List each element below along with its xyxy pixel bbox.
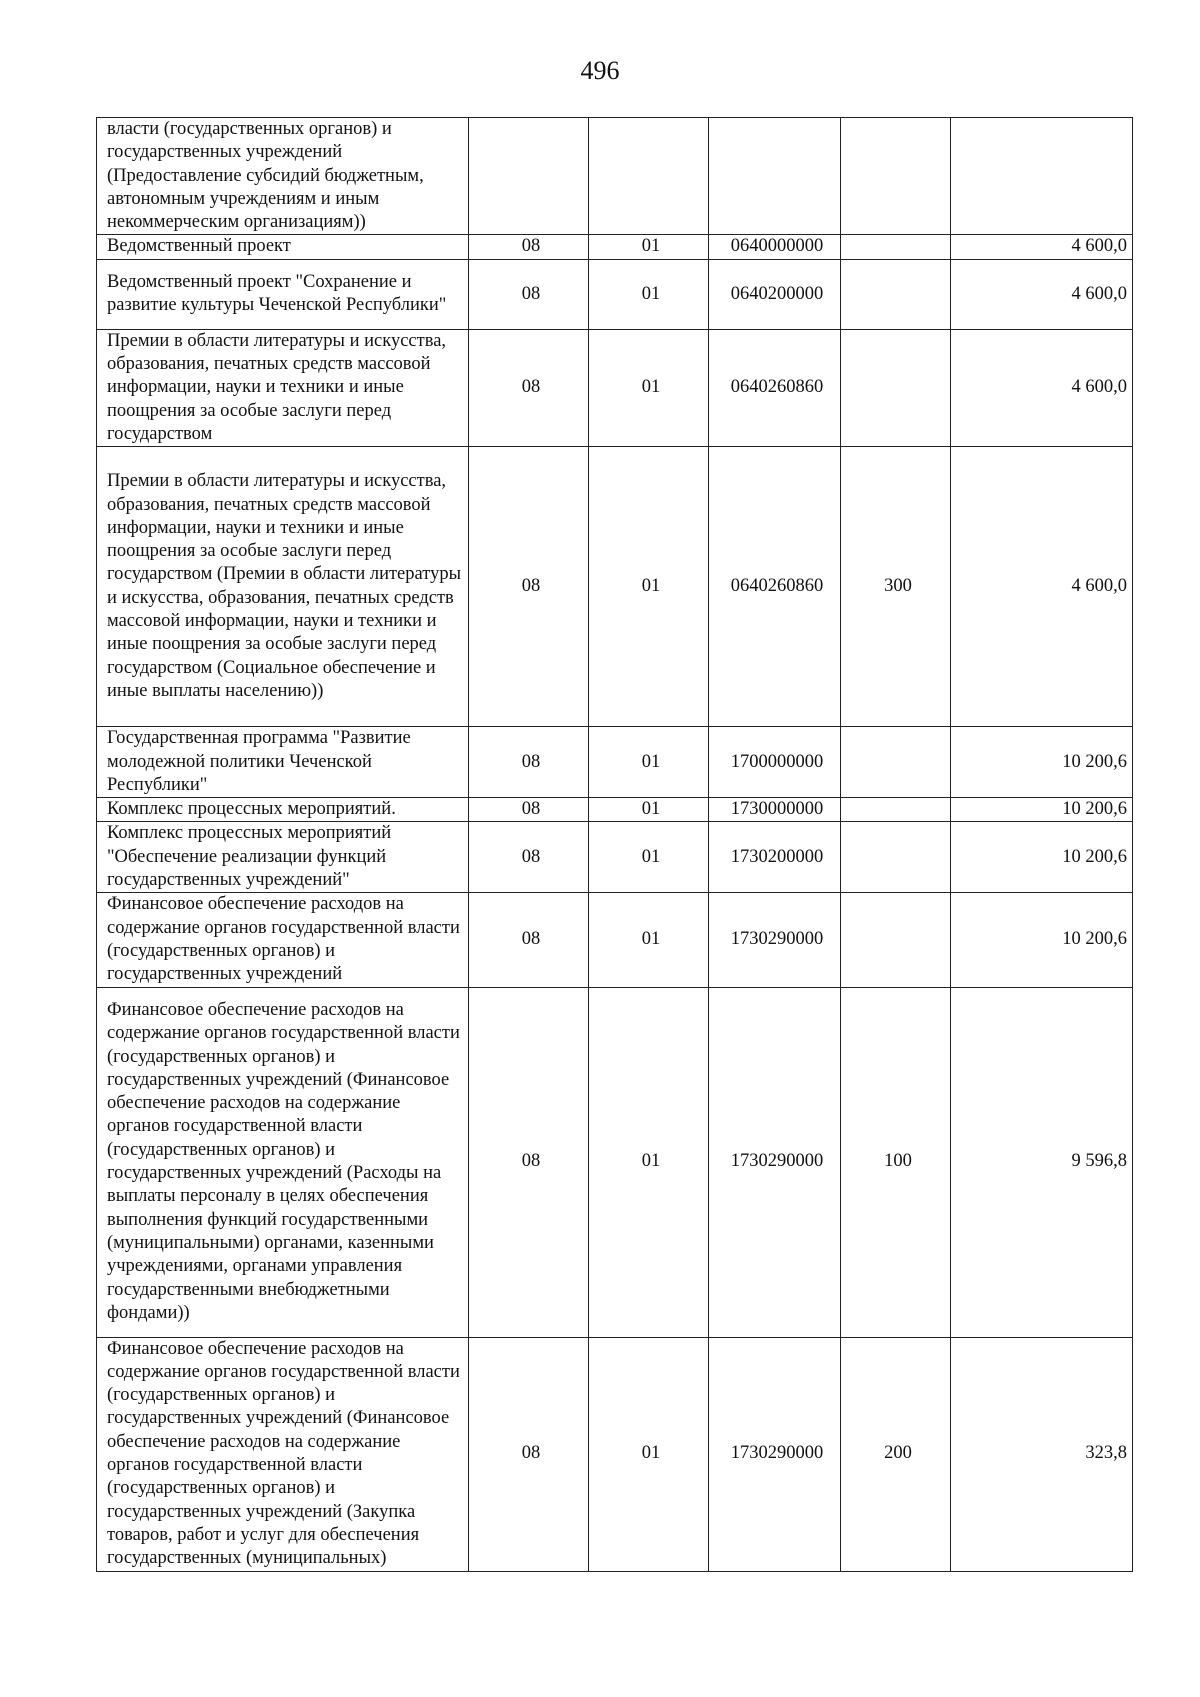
row-target-article-cell: 1730000000 — [709, 798, 841, 822]
row-target-article-cell — [709, 118, 841, 235]
table-row — [97, 893, 1133, 987]
row-subsection-cell: 01 — [589, 447, 709, 727]
row-name-cell: Финансовое обеспечение расходов на содержание органов государственной власти (государственных органов) и государственных учреждений — [97, 893, 469, 987]
table-row — [97, 727, 1133, 798]
row-section-cell: 08 — [469, 798, 589, 822]
row-name-cell: Ведомственный проект — [97, 235, 469, 259]
row-expense-type-cell — [841, 798, 951, 822]
row-subsection-cell: 01 — [589, 798, 709, 822]
row-amount-cell — [951, 118, 1133, 235]
row-section-cell: 08 — [469, 1337, 589, 1571]
table-row — [97, 987, 1133, 1337]
row-section-cell: 08 — [469, 987, 589, 1337]
row-name-cell: Комплекс процессных мероприятий "Обеспечение реализации функций государственных учреждений" — [97, 822, 469, 893]
row-amount-cell: 323,8 — [951, 1337, 1133, 1571]
row-target-article-cell: 1730200000 — [709, 822, 841, 893]
row-name-cell: Комплекс процессных мероприятий. — [97, 798, 469, 822]
row-subsection-cell: 01 — [589, 987, 709, 1337]
row-amount-cell: 4 600,0 — [951, 447, 1133, 727]
row-section-cell: 08 — [469, 235, 589, 259]
row-amount-cell: 10 200,6 — [951, 798, 1133, 822]
row-amount-cell: 4 600,0 — [951, 235, 1133, 259]
row-subsection-cell: 01 — [589, 1337, 709, 1571]
row-expense-type-cell — [841, 329, 951, 446]
row-name-cell: Ведомственный проект "Сохранение и развитие культуры Чеченской Республики" — [97, 259, 469, 329]
row-expense-type-cell — [841, 259, 951, 329]
row-section-cell — [469, 118, 589, 235]
row-expense-type-cell — [841, 118, 951, 235]
row-expense-type-cell: 300 — [841, 447, 951, 727]
row-name-cell: Финансовое обеспечение расходов на содержание органов государственной власти (государственных органов) и государственных учреждений (Финансовое обеспечение расходов на содержание органов государственной власти (государственных органов) и государственных учреждений (Расходы на выплаты персоналу в целях обеспечения выполнения функций государственными (муниципальными) органами, казенными учреждениями, органами управления государственными внебюджетными фондами)) — [97, 987, 469, 1337]
row-amount-cell: 10 200,6 — [951, 727, 1133, 798]
row-subsection-cell: 01 — [589, 727, 709, 798]
row-target-article-cell: 1730290000 — [709, 1337, 841, 1571]
row-target-article-cell: 1730290000 — [709, 987, 841, 1337]
row-subsection-cell: 01 — [589, 822, 709, 893]
row-name-cell: Премии в области литературы и искусства, образования, печатных средств массовой информации, науки и техники и иные поощрения за особые заслуги перед государством — [97, 329, 469, 446]
row-amount-cell: 4 600,0 — [951, 259, 1133, 329]
row-target-article-cell: 0640260860 — [709, 329, 841, 446]
table-row — [97, 329, 1133, 446]
table-row — [97, 822, 1133, 893]
row-expense-type-cell — [841, 235, 951, 259]
row-subsection-cell: 01 — [589, 893, 709, 987]
budget-table — [96, 117, 1133, 1572]
row-amount-cell: 10 200,6 — [951, 822, 1133, 893]
row-target-article-cell: 0640000000 — [709, 235, 841, 259]
table-row — [97, 118, 1133, 235]
row-subsection-cell — [589, 118, 709, 235]
budget-table-body — [97, 118, 1133, 1572]
row-amount-cell: 10 200,6 — [951, 893, 1133, 987]
row-expense-type-cell — [841, 893, 951, 987]
table-row — [97, 235, 1133, 259]
row-name-cell: Финансовое обеспечение расходов на содержание органов государственной власти (государственных органов) и государственных учреждений (Финансовое обеспечение расходов на содержание органов государственной власти (государственных органов) и государственных учреждений (Закупка товаров, работ и услуг для обеспечения государственных (муниципальных) — [97, 1337, 469, 1571]
table-row — [97, 1337, 1133, 1571]
row-expense-type-cell — [841, 727, 951, 798]
row-section-cell: 08 — [469, 329, 589, 446]
table-row — [97, 447, 1133, 727]
row-amount-cell: 4 600,0 — [951, 329, 1133, 446]
row-expense-type-cell: 200 — [841, 1337, 951, 1571]
row-section-cell: 08 — [469, 893, 589, 987]
row-target-article-cell: 1730290000 — [709, 893, 841, 987]
row-subsection-cell: 01 — [589, 235, 709, 259]
row-subsection-cell: 01 — [589, 259, 709, 329]
row-name-cell: Премии в области литературы и искусства, образования, печатных средств массовой информации, науки и техники и иные поощрения за особые заслуги перед государством (Премии в области литературы и искусства, образования, печатных средств массовой информации, науки и техники и иные поощрения за особые заслуги перед государством (Социальное обеспечение и иные выплаты населению)) — [97, 447, 469, 727]
row-amount-cell: 9 596,8 — [951, 987, 1133, 1337]
row-subsection-cell: 01 — [589, 329, 709, 446]
row-section-cell: 08 — [469, 822, 589, 893]
table-row — [97, 259, 1133, 329]
row-expense-type-cell: 100 — [841, 987, 951, 1337]
row-expense-type-cell — [841, 822, 951, 893]
row-target-article-cell: 0640260860 — [709, 447, 841, 727]
row-section-cell: 08 — [469, 259, 589, 329]
row-target-article-cell: 0640200000 — [709, 259, 841, 329]
row-name-cell: Государственная программа "Развитие молодежной политики Чеченской Республики" — [97, 727, 469, 798]
row-name-cell: власти (государственных органов) и государственных учреждений (Предоставление субсидий бюджетным, автономным учреждениям и иным некоммерческим организациям)) — [97, 118, 469, 235]
row-section-cell: 08 — [469, 447, 589, 727]
row-target-article-cell: 1700000000 — [709, 727, 841, 798]
page-number: 496 — [580, 56, 620, 85]
table-row — [97, 798, 1133, 822]
row-section-cell: 08 — [469, 727, 589, 798]
